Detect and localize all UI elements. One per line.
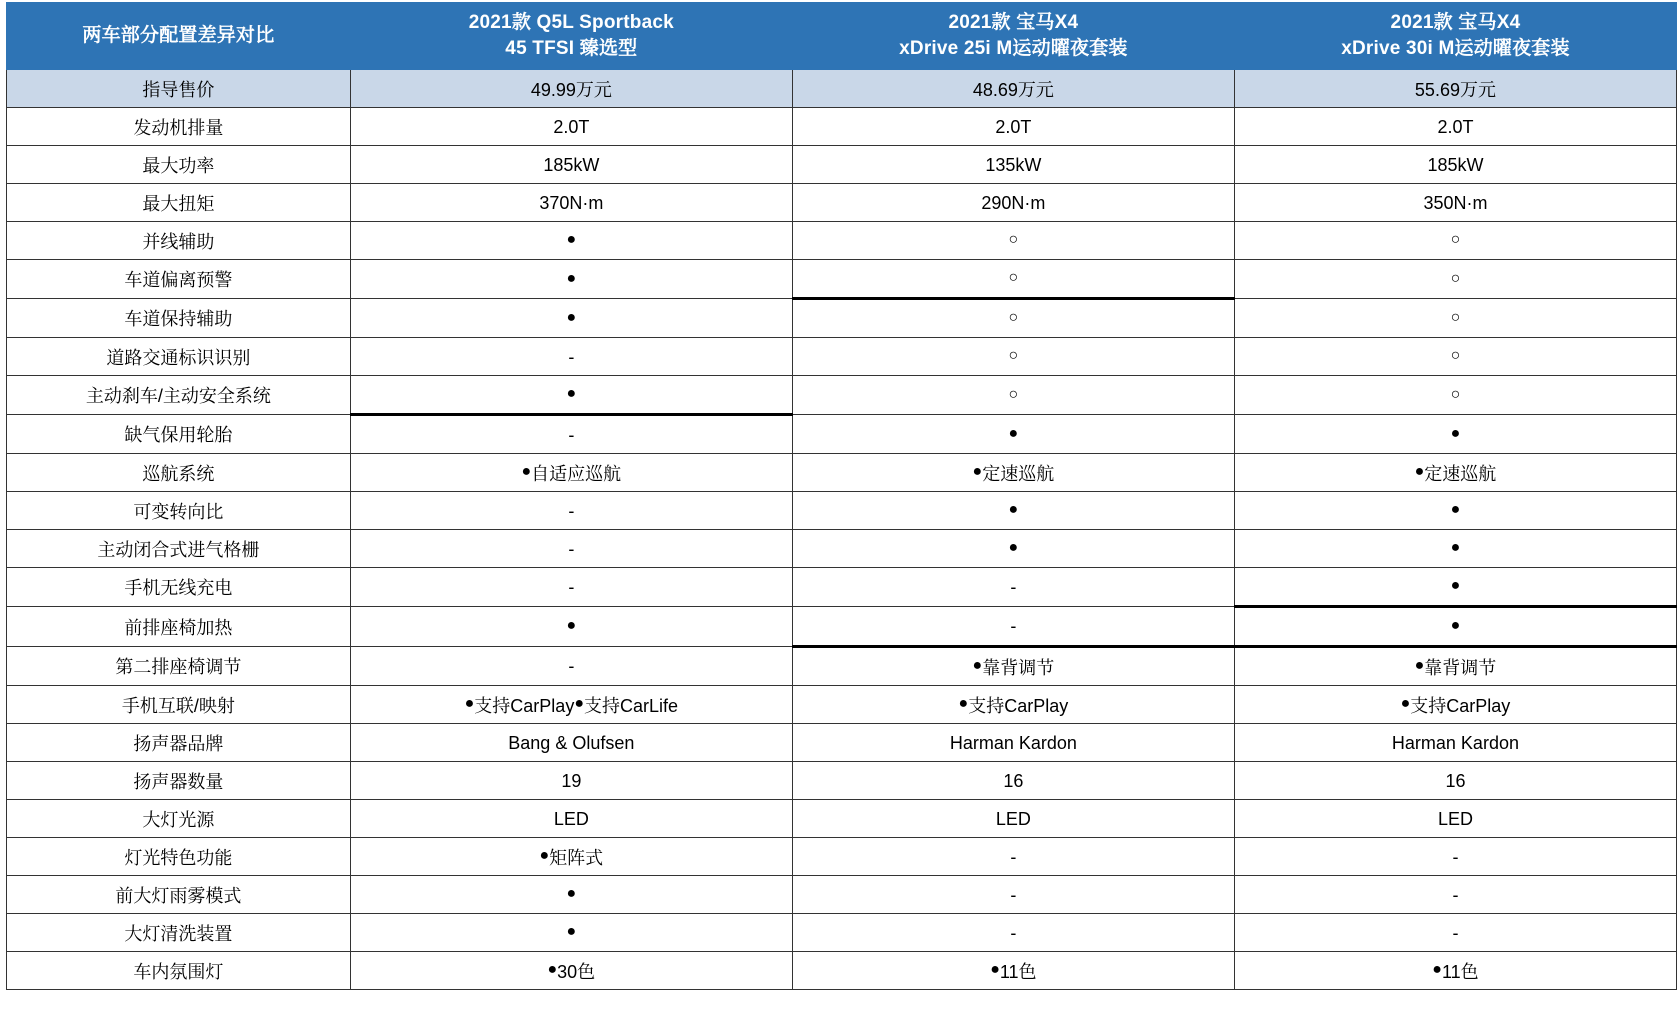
row-label: 手机无线充电	[7, 568, 351, 607]
row-label: 手机互联/映射	[7, 686, 351, 724]
table-cell	[792, 108, 1234, 146]
cell-value: 185kW	[1427, 154, 1484, 175]
table-row	[7, 299, 1677, 338]
filled-circle-icon	[1415, 657, 1425, 674]
filled-circle-icon	[547, 961, 557, 978]
cell-value: LED	[995, 808, 1031, 829]
table-row	[7, 222, 1677, 260]
table-cell	[1234, 338, 1676, 376]
filled-circle-icon	[990, 961, 1000, 978]
table-cell	[1234, 260, 1676, 299]
filled-circle-icon	[567, 270, 577, 287]
cell-value-secondary: 支持CarLife	[584, 695, 679, 716]
table-cell	[1234, 70, 1676, 108]
table-row	[7, 762, 1677, 800]
row-label: 车道偏离预警	[7, 260, 351, 299]
cell-value: -	[568, 424, 575, 445]
cell-value: 30色	[557, 961, 596, 982]
config-comparison-table	[6, 2, 1677, 990]
table-cell	[792, 607, 1234, 647]
table-cell	[792, 376, 1234, 415]
header-line-1: 2021款 Q5L Sportback	[468, 12, 674, 33]
header-cell-2	[792, 3, 1234, 70]
cell-value: 支持CarPlay	[474, 695, 575, 716]
table-cell	[350, 299, 792, 338]
table-cell	[350, 762, 792, 800]
table-cell	[792, 184, 1234, 222]
table-cell	[350, 530, 792, 568]
table-cell	[350, 338, 792, 376]
table-row	[7, 647, 1677, 686]
table-cell	[350, 724, 792, 762]
filled-circle-icon	[567, 385, 577, 402]
filled-circle-icon	[959, 695, 969, 712]
hollow-circle-icon	[1009, 231, 1019, 248]
header-line-2: 45 TFSI 臻选型	[505, 38, 638, 59]
table-cell	[792, 876, 1234, 914]
header-cell-0	[7, 3, 351, 70]
cell-value: -	[568, 576, 575, 597]
cell-value: -	[1452, 922, 1459, 943]
filled-circle-icon	[1451, 425, 1461, 442]
filled-circle-icon	[1415, 463, 1425, 480]
table-cell	[792, 800, 1234, 838]
table-cell	[792, 647, 1234, 686]
header-cell-1	[350, 3, 792, 70]
table-cell	[792, 492, 1234, 530]
cell-value: -	[1452, 846, 1459, 867]
table-cell	[1234, 146, 1676, 184]
table-cell	[350, 876, 792, 914]
filled-circle-icon	[567, 231, 577, 248]
hollow-circle-icon	[1451, 386, 1461, 403]
filled-circle-icon	[973, 657, 983, 674]
cell-value: -	[1010, 615, 1017, 636]
row-label: 巡航系统	[7, 454, 351, 492]
table-cell	[350, 184, 792, 222]
filled-circle-icon	[1009, 539, 1019, 556]
table-cell	[792, 952, 1234, 990]
row-label: 主动闭合式进气格栅	[7, 530, 351, 568]
hollow-circle-icon	[1451, 231, 1461, 248]
row-label: 车内氛围灯	[7, 952, 351, 990]
cell-value: -	[1010, 576, 1017, 597]
header-row	[7, 3, 1677, 70]
table-cell	[1234, 492, 1676, 530]
table-cell	[792, 415, 1234, 454]
table-cell	[792, 568, 1234, 607]
table-cell	[1234, 724, 1676, 762]
table-cell	[1234, 952, 1676, 990]
cell-value: -	[568, 346, 575, 367]
filled-circle-icon	[1009, 501, 1019, 518]
table-cell	[1234, 800, 1676, 838]
filled-circle-icon	[1451, 539, 1461, 556]
cell-value: 290N·m	[981, 192, 1046, 213]
table-cell	[350, 647, 792, 686]
table-row	[7, 914, 1677, 952]
filled-circle-icon	[1451, 577, 1461, 594]
table-row	[7, 454, 1677, 492]
table-cell	[792, 724, 1234, 762]
table-cell	[1234, 184, 1676, 222]
row-label: 缺气保用轮胎	[7, 415, 351, 454]
table-cell	[350, 222, 792, 260]
table-cell	[350, 952, 792, 990]
table-cell	[792, 222, 1234, 260]
table-row	[7, 724, 1677, 762]
table-row	[7, 376, 1677, 415]
row-label: 主动刹车/主动安全系统	[7, 376, 351, 415]
table-row	[7, 338, 1677, 376]
table-cell	[350, 146, 792, 184]
table-cell	[350, 454, 792, 492]
row-label: 大灯光源	[7, 800, 351, 838]
cell-value: 49.99万元	[530, 79, 612, 100]
row-label: 最大扭矩	[7, 184, 351, 222]
row-label: 前排座椅加热	[7, 607, 351, 647]
table-row	[7, 952, 1677, 990]
table-cell	[1234, 914, 1676, 952]
table-cell	[792, 838, 1234, 876]
table-header	[7, 3, 1677, 70]
filled-circle-icon	[522, 463, 532, 480]
filled-circle-icon	[465, 695, 475, 712]
cell-value: 靠背调节	[1424, 657, 1497, 678]
filled-circle-icon	[1451, 617, 1461, 634]
header-line-2: xDrive 25i M运动曜夜套装	[899, 38, 1128, 59]
table-row	[7, 415, 1677, 454]
cell-value: 2.0T	[553, 116, 590, 137]
table-row	[7, 146, 1677, 184]
table-cell	[1234, 108, 1676, 146]
filled-circle-icon	[1009, 425, 1019, 442]
table-cell	[792, 70, 1234, 108]
row-label: 并线辅助	[7, 222, 351, 260]
table-row	[7, 838, 1677, 876]
cell-value: 185kW	[543, 154, 600, 175]
cell-value: -	[1010, 922, 1017, 943]
cell-value: 11色	[1441, 961, 1479, 982]
cell-value: 350N·m	[1423, 192, 1488, 213]
hollow-circle-icon	[1009, 309, 1019, 326]
filled-circle-icon	[540, 847, 550, 864]
table-row	[7, 530, 1677, 568]
row-label: 灯光特色功能	[7, 838, 351, 876]
table-row	[7, 686, 1677, 724]
hollow-circle-icon	[1009, 386, 1019, 403]
cell-value: 135kW	[985, 154, 1042, 175]
cell-value: -	[568, 538, 575, 559]
header-line-1: 2021款 宝马X4	[1390, 12, 1521, 33]
table-cell	[1234, 838, 1676, 876]
table-cell	[1234, 454, 1676, 492]
table-cell	[1234, 222, 1676, 260]
row-label: 前大灯雨雾模式	[7, 876, 351, 914]
cell-value: 2.0T	[1437, 116, 1474, 137]
filled-circle-icon	[574, 695, 584, 712]
table-cell	[792, 530, 1234, 568]
table-cell	[350, 70, 792, 108]
cell-value: 370N·m	[539, 192, 604, 213]
table-row	[7, 800, 1677, 838]
cell-value: -	[1010, 884, 1017, 905]
table-cell	[1234, 647, 1676, 686]
table-cell	[350, 260, 792, 299]
table-cell	[792, 914, 1234, 952]
row-label: 大灯清洗装置	[7, 914, 351, 952]
filled-circle-icon	[567, 885, 577, 902]
cell-value: 靠背调节	[982, 657, 1055, 678]
row-label: 第二排座椅调节	[7, 647, 351, 686]
cell-value: -	[1010, 846, 1017, 867]
hollow-circle-icon	[1451, 347, 1461, 364]
filled-circle-icon	[1451, 501, 1461, 518]
hollow-circle-icon	[1009, 347, 1019, 364]
row-label: 指导售价	[7, 70, 351, 108]
row-label: 车道保持辅助	[7, 299, 351, 338]
header-cell-3	[1234, 3, 1676, 70]
table-cell	[792, 762, 1234, 800]
table-row	[7, 184, 1677, 222]
cell-value: 矩阵式	[549, 847, 604, 868]
table-row	[7, 568, 1677, 607]
cell-value: 16	[1445, 770, 1466, 791]
cell-value: 定速巡航	[1424, 463, 1497, 484]
comparison-sheet	[0, 2, 1679, 990]
filled-circle-icon	[567, 923, 577, 940]
table-cell	[350, 492, 792, 530]
table-cell	[350, 838, 792, 876]
table-cell	[350, 607, 792, 647]
table-cell	[1234, 530, 1676, 568]
row-label: 扬声器数量	[7, 762, 351, 800]
table-body	[7, 70, 1677, 990]
table-row	[7, 492, 1677, 530]
table-row	[7, 108, 1677, 146]
cell-value: 48.69万元	[972, 79, 1054, 100]
cell-value: LED	[553, 808, 589, 829]
table-cell	[792, 146, 1234, 184]
table-cell	[350, 108, 792, 146]
filled-circle-icon	[567, 309, 577, 326]
table-cell	[350, 376, 792, 415]
table-cell	[1234, 876, 1676, 914]
table-cell	[1234, 376, 1676, 415]
table-cell	[350, 800, 792, 838]
table-cell	[792, 686, 1234, 724]
cell-value: 支持CarPlay	[968, 695, 1069, 716]
row-label: 扬声器品牌	[7, 724, 351, 762]
hollow-circle-icon	[1009, 269, 1019, 286]
table-cell	[350, 914, 792, 952]
filled-circle-icon	[567, 617, 577, 634]
cell-value: 定速巡航	[982, 463, 1055, 484]
cell-value: -	[568, 655, 575, 676]
cell-value: Bang & Olufsen	[508, 732, 635, 753]
hollow-circle-icon	[1451, 309, 1461, 326]
filled-circle-icon	[1401, 695, 1411, 712]
table-cell	[792, 299, 1234, 338]
cell-value: 自适应巡航	[531, 463, 622, 484]
cell-value: 支持CarPlay	[1410, 695, 1511, 716]
filled-circle-icon	[1432, 961, 1442, 978]
row-label: 最大功率	[7, 146, 351, 184]
table-cell	[1234, 762, 1676, 800]
cell-value: LED	[1437, 808, 1473, 829]
table-cell	[792, 454, 1234, 492]
row-label: 道路交通标识识别	[7, 338, 351, 376]
row-label: 可变转向比	[7, 492, 351, 530]
table-row	[7, 260, 1677, 299]
header-line-2: xDrive 30i M运动曜夜套装	[1341, 38, 1570, 59]
table-cell	[350, 415, 792, 454]
cell-value: -	[1452, 884, 1459, 905]
table-row	[7, 607, 1677, 647]
table-cell	[792, 338, 1234, 376]
table-cell	[1234, 607, 1676, 647]
hollow-circle-icon	[1451, 270, 1461, 287]
row-label: 发动机排量	[7, 108, 351, 146]
table-cell	[1234, 686, 1676, 724]
header-line-1: 2021款 宝马X4	[948, 12, 1079, 33]
filled-circle-icon	[973, 463, 983, 480]
cell-value: 2.0T	[995, 116, 1032, 137]
table-cell	[1234, 299, 1676, 338]
table-row	[7, 70, 1677, 108]
table-cell	[1234, 415, 1676, 454]
cell-value: 19	[561, 770, 582, 791]
table-cell	[350, 686, 792, 724]
table-cell	[350, 568, 792, 607]
cell-value: 55.69万元	[1414, 79, 1496, 100]
cell-value: -	[568, 500, 575, 521]
cell-value: Harman Kardon	[1391, 732, 1519, 753]
header-line-1: 两车部分配置差异对比	[82, 25, 275, 46]
cell-value: Harman Kardon	[949, 732, 1077, 753]
table-cell	[792, 260, 1234, 299]
table-cell	[1234, 568, 1676, 607]
cell-value: 16	[1003, 770, 1024, 791]
table-row	[7, 876, 1677, 914]
cell-value: 11色	[999, 961, 1037, 982]
